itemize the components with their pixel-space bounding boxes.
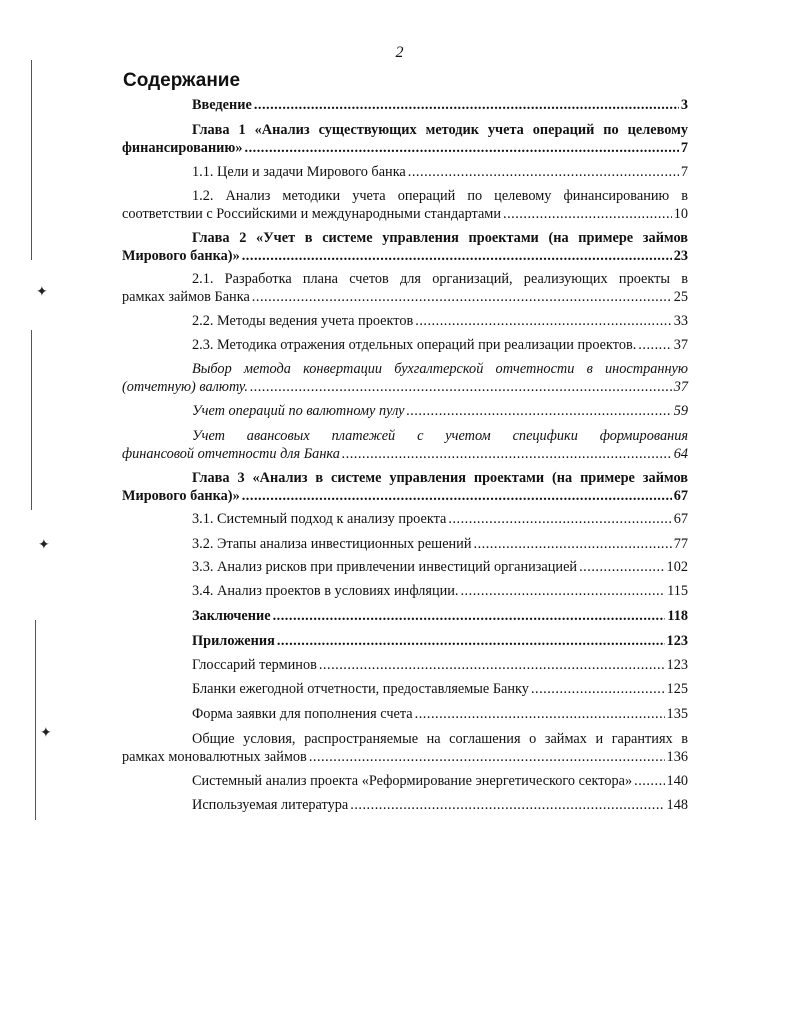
toc-entry-first-line: 1.2. Анализ методики учета операций по целевому финансированию в (192, 188, 688, 204)
toc-entry-page: 136 (666, 749, 688, 765)
toc-entry-label: Системный анализ проекта «Реформирование энергетического сектора» (192, 773, 633, 789)
toc-entry-page: 123 (666, 633, 688, 649)
toc-entry[interactable] (122, 402, 688, 420)
dot-leader (254, 96, 679, 114)
toc-entry-label: Мирового банка)» (122, 248, 240, 264)
toc-entry-page: 135 (666, 706, 688, 722)
toc-title: Содержание (123, 70, 241, 91)
toc-entry[interactable] (122, 705, 688, 723)
dot-leader (460, 582, 665, 600)
toc-entry-label: Учет операций по валютному пулу (192, 403, 405, 419)
toc-entry-page: 23 (673, 248, 688, 264)
toc-entry[interactable] (122, 427, 688, 463)
toc-entry-page: 125 (666, 681, 688, 697)
toc-entry-page: 37 (673, 379, 688, 395)
toc-entry[interactable] (122, 680, 688, 698)
toc-entry-label: Введение (192, 97, 252, 113)
dot-leader (415, 705, 665, 723)
scan-speck: ✦ (38, 538, 50, 553)
toc-entry-label: Форма заявки для пополнения счета (192, 706, 413, 722)
toc-entry[interactable] (122, 96, 688, 114)
toc-entry-first-line: Глава 2 «Учет в системе управления проектами (на примере займов (192, 230, 688, 246)
dot-leader (350, 796, 664, 814)
toc-entry-page: 25 (673, 289, 688, 305)
dot-leader (638, 336, 671, 354)
scan-speck: ✦ (40, 726, 52, 741)
toc-entry-label: финансированию» (122, 140, 243, 156)
toc-entry-label: рамках займов Банка (122, 289, 250, 305)
toc-entry[interactable] (122, 360, 688, 396)
toc-entry-label: финансовой отчетности для Банка (122, 446, 340, 462)
toc-entry-label: 3.4. Анализ проектов в условиях инфляции. (192, 583, 459, 599)
dot-leader (273, 607, 666, 625)
toc-entry-first-line: Глава 3 «Анализ в системе управления проектами (на примере займов (192, 470, 688, 486)
toc-entry[interactable] (122, 121, 688, 157)
toc-entry[interactable] (122, 312, 688, 330)
toc-entry[interactable] (122, 582, 688, 600)
toc-entry-page: 148 (666, 797, 688, 813)
toc-entry-page: 67 (673, 511, 688, 527)
toc-entry-label: Бланки ежегодной отчетности, предоставляемые Банку (192, 681, 529, 697)
dot-leader (415, 312, 671, 330)
dot-leader (242, 247, 672, 265)
toc-entry-first-line: Глава 1 «Анализ существующих методик учета операций по целевому (192, 122, 688, 138)
toc-entry-label: 2.3. Методика отражения отдельных операций при реализации проектов. (192, 337, 637, 353)
dot-leader (408, 163, 679, 181)
toc-entry-page: 77 (673, 536, 688, 552)
dot-leader (634, 772, 664, 790)
scan-speck: ✦ (36, 285, 48, 300)
toc-entry[interactable] (122, 229, 688, 265)
toc-entry[interactable] (122, 469, 688, 505)
toc-entry-label: Приложения (192, 633, 275, 649)
toc-entry[interactable] (122, 796, 688, 814)
dot-leader (245, 139, 679, 157)
toc-entry[interactable] (122, 535, 688, 553)
toc-entry[interactable] (122, 772, 688, 790)
page-number: 2 (395, 44, 404, 61)
toc-entry-label: Используемая литература (192, 797, 349, 813)
toc-entry-page: 123 (666, 657, 688, 673)
dot-leader (319, 656, 665, 674)
dot-leader (474, 535, 672, 553)
toc-entry-label: Заключение (192, 608, 271, 624)
toc-entry-page: 118 (667, 608, 688, 624)
toc-entry-first-line: Общие условия, распространяемые на соглашения о займах и гарантиях в (192, 731, 688, 747)
dot-leader (309, 748, 665, 766)
toc-entry-label: (отчетную) валюту. (122, 379, 248, 395)
toc-entry-page: 10 (673, 206, 688, 222)
toc-entry-page: 59 (673, 403, 688, 419)
toc-entry-label: 3.1. Системный подход к анализу проекта (192, 511, 447, 527)
dot-leader (242, 487, 672, 505)
toc-entry-page: 33 (673, 313, 688, 329)
toc-entry[interactable] (122, 510, 688, 528)
toc-entry-page: 37 (673, 337, 688, 353)
toc-entry-label: 3.3. Анализ рисков при привлечении инвестиций организацией (192, 559, 578, 575)
dot-leader (406, 402, 671, 420)
dot-leader (342, 445, 672, 463)
toc-entry[interactable] (122, 656, 688, 674)
toc-entry[interactable] (122, 336, 688, 354)
toc-entry-label: Мирового банка)» (122, 488, 240, 504)
dot-leader (579, 558, 664, 576)
toc-entry-first-line: Учет авансовых платежей с учетом специфики формирования (192, 428, 688, 444)
toc-entry-label: 1.1. Цели и задачи Мирового банка (192, 164, 406, 180)
dot-leader (277, 632, 665, 650)
toc-entry-page: 140 (666, 773, 688, 789)
toc-entry-page: 64 (673, 446, 688, 462)
toc-entry-label: Глоссарий терминов (192, 657, 317, 673)
toc-entry-page: 115 (667, 583, 688, 599)
dot-leader (250, 378, 672, 396)
toc-entry-page: 7 (680, 164, 688, 180)
toc-entry-first-line: Выбор метода конвертации бухгалтерской отчетности в иностранную (192, 361, 688, 377)
dot-leader (448, 510, 671, 528)
dot-leader (503, 205, 672, 223)
toc-entry-label: соответствии с Российскими и международными стандартами (122, 206, 501, 222)
toc-entry-label: 3.2. Этапы анализа инвестиционных решений (192, 536, 472, 552)
toc-entry[interactable] (122, 730, 688, 766)
toc-entry-first-line: 2.1. Разработка плана счетов для организаций, реализующих проекты в (192, 271, 688, 287)
toc-entry[interactable] (122, 632, 688, 650)
toc-entry-label: 2.2. Методы ведения учета проектов (192, 313, 414, 329)
toc-entry-page: 7 (680, 140, 688, 156)
toc-entry-label: рамках моновалютных займов (122, 749, 307, 765)
toc-entry[interactable] (122, 163, 688, 181)
toc-entry[interactable] (122, 558, 688, 576)
toc-entry-page: 3 (680, 97, 688, 113)
toc-entry[interactable] (122, 270, 688, 306)
dot-leader (531, 680, 665, 698)
dot-leader (252, 288, 672, 306)
toc-entry-page: 67 (673, 488, 688, 504)
toc-entry[interactable] (122, 187, 688, 223)
toc-entry[interactable] (122, 607, 688, 625)
toc-entry-page: 102 (666, 559, 688, 575)
